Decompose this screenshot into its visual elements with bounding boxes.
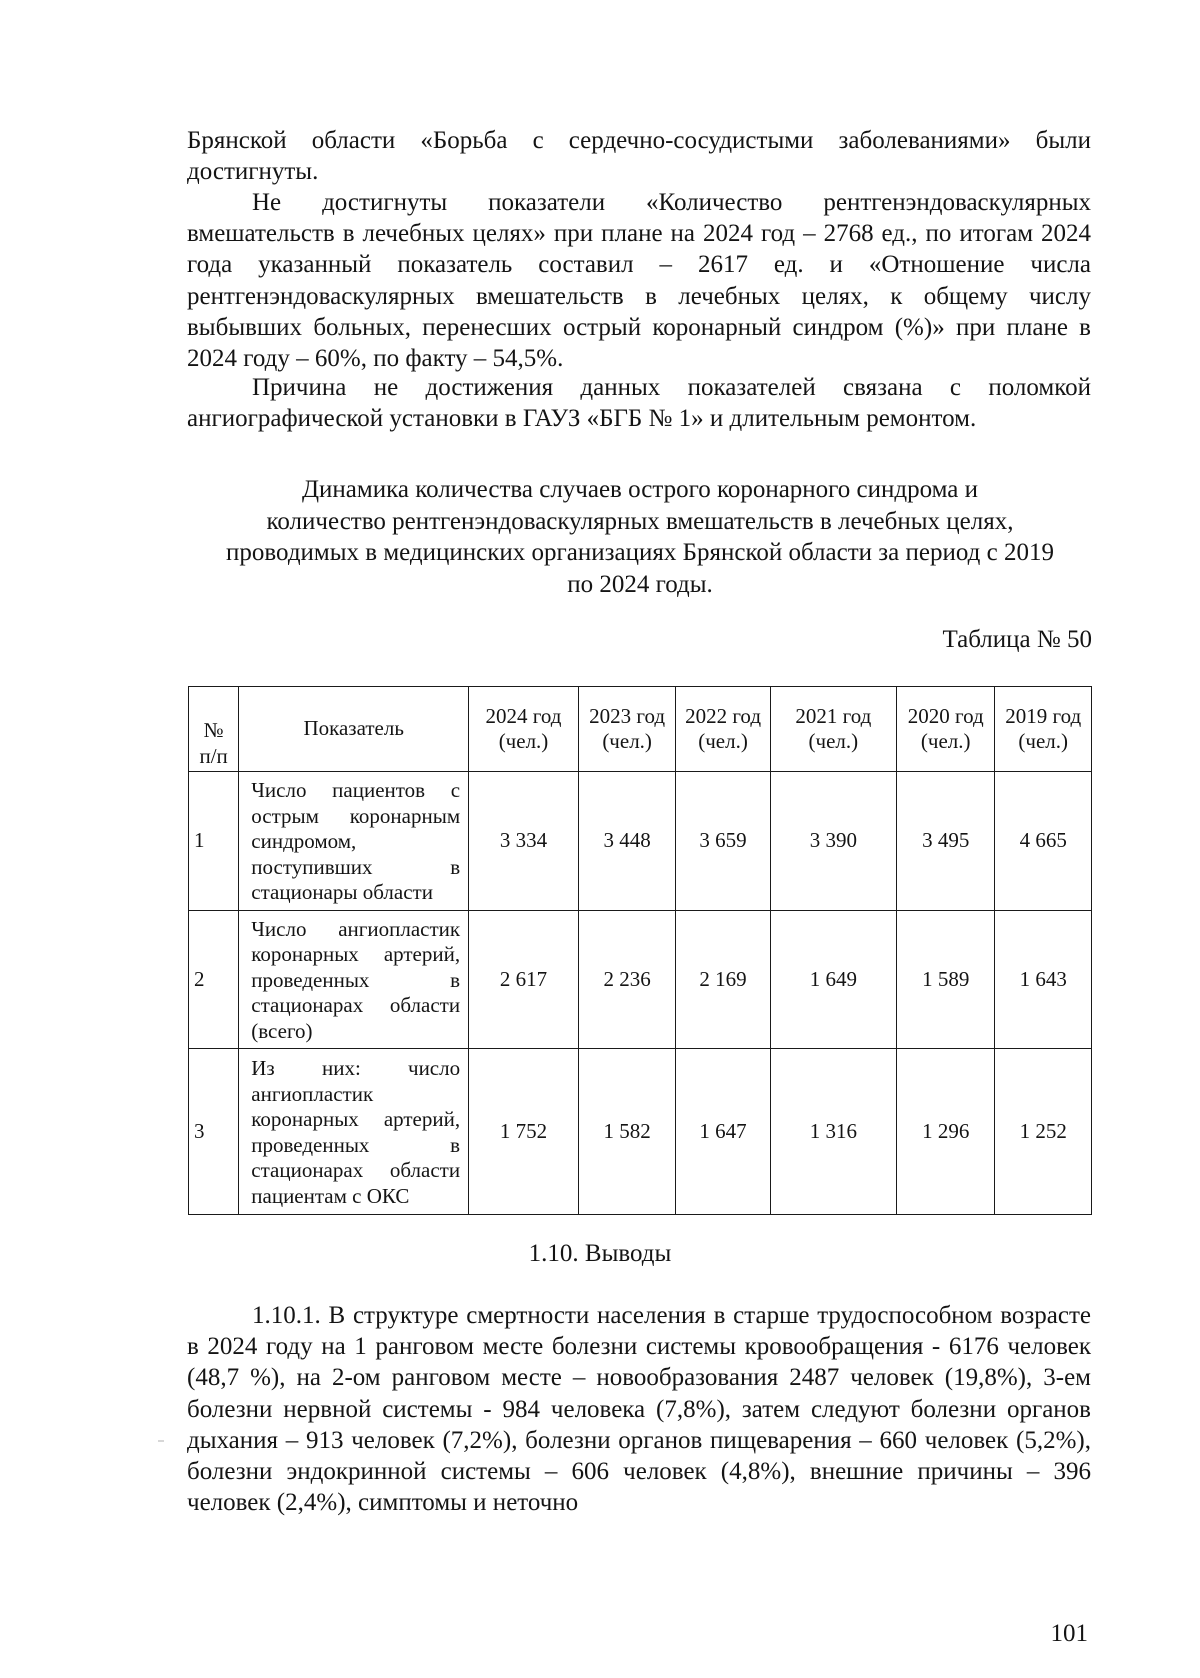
- row-indicator: Число пациентов с острым коронарным синдромом, поступивших в стационары области: [239, 772, 469, 911]
- paragraph-conclusion: 1.10.1. В структуре смертности населения в старше трудоспособном возрасте в 2024 году на 1 ранговом месте болезни системы кровообращения - 6176 человек (48,7 %), на 2-ом ранговом месте – новообразования 2487 человек (19,8%), 3-ем болезни нервной системы - 984 человека (7,8%), затем следуют болезни органов дыхания – 913 человек (7,2%), болезни органов пищеварения – 660 человек (5,2%), болезни эндокринной системы – 606 человек (4,8%), внешние причины – 396 человек (2,4%), симптомы и неточно: [187, 1302, 1091, 1517]
- paragraph-continuation: Брянской области «Борьба с сердечно-сосудистыми заболеваниями» были достигнуты.: [187, 127, 1091, 186]
- cell-2024: 3 334: [469, 772, 579, 911]
- row-indicator: Из них: число ангиопластик коронарных артерий, проведенных в стационарах области пациентам с ОКС: [239, 1049, 469, 1215]
- cell-2020: 3 495: [896, 772, 995, 911]
- table-row: [189, 772, 1092, 911]
- row-num: 3: [189, 1049, 239, 1215]
- header-indicator: Показатель: [239, 687, 469, 772]
- caption-line-4: по 2024 годы.: [567, 570, 713, 598]
- header-2020: 2020 год (чел.): [896, 687, 995, 772]
- page-number: 101: [1050, 1620, 1088, 1647]
- cell-2021: 3 390: [770, 772, 896, 911]
- cell-2020: 1 296: [896, 1049, 995, 1215]
- scan-artifact: [158, 1440, 164, 1442]
- header-2022: 2022 год (чел.): [676, 687, 770, 772]
- row-num: 1: [189, 772, 239, 911]
- cell-2023: 3 448: [578, 772, 675, 911]
- caption-line-1: Динамика количества случаев острого коронарного синдрома и: [301, 476, 979, 503]
- cell-2020: 1 589: [896, 911, 995, 1049]
- table-row: [189, 1049, 1092, 1215]
- row-num: 2: [189, 911, 239, 1049]
- cell-2021: 1 649: [770, 911, 896, 1049]
- header-2024: 2024 год (чел.): [469, 687, 579, 772]
- caption-line-3: проводимых в медицинских организациях Брянской области за период с 2019: [226, 539, 1054, 566]
- cell-2023: 1 582: [578, 1049, 675, 1215]
- table-caption: [180, 474, 1100, 600]
- table-row: [189, 911, 1092, 1049]
- paragraph-not-achieved: Не достигнуты показатели «Количество рентгенэндоваскулярных вмешательств в лечебных целях» при плане на 2024 год – 2768 ед., по итогам 2024 года указанный показатель составил – 2617 ед. и «Отношение числа рентгенэндоваскулярных вмешательств в лечебных целях, к общему числу выбывших больных, перенесших острый коронарный синдром (%)» при плане в 2024 году – 60%, по факту – 54,5%.: [187, 189, 1091, 373]
- header-2019: 2019 год (чел.): [995, 687, 1092, 772]
- cell-2019: 1 252: [995, 1049, 1092, 1215]
- header-2023: 2023 год (чел.): [578, 687, 675, 772]
- cell-2022: 1 647: [676, 1049, 770, 1215]
- table-number-label: Таблица № 50: [942, 626, 1092, 653]
- section-title: 1.10. Выводы: [528, 1240, 672, 1267]
- cell-2024: 2 617: [469, 911, 579, 1049]
- caption-line-2: количество рентгенэндоваскулярных вмешательств в лечебных целях,: [266, 507, 1014, 535]
- cell-2021: 1 316: [770, 1049, 896, 1215]
- header-2021: 2021 год (чел.): [770, 687, 896, 772]
- cell-2019: 4 665: [995, 772, 1092, 911]
- table-header-row: [189, 687, 1092, 772]
- cell-2023: 2 236: [578, 911, 675, 1049]
- row-indicator: Число ангиопластик коронарных артерий, проведенных в стационарах области (всего): [239, 911, 469, 1049]
- statistics-table: [188, 686, 1092, 1215]
- cell-2022: 2 169: [676, 911, 770, 1049]
- cell-2019: 1 643: [995, 911, 1092, 1049]
- header-num: № п/п: [189, 687, 239, 772]
- cell-2022: 3 659: [676, 772, 770, 911]
- cell-2024: 1 752: [469, 1049, 579, 1215]
- paragraph-reason: Причина не достижения данных показателей связана с поломкой ангиографической установки в ГАУЗ «БГБ № 1» и длительным ремонтом.: [187, 374, 1091, 433]
